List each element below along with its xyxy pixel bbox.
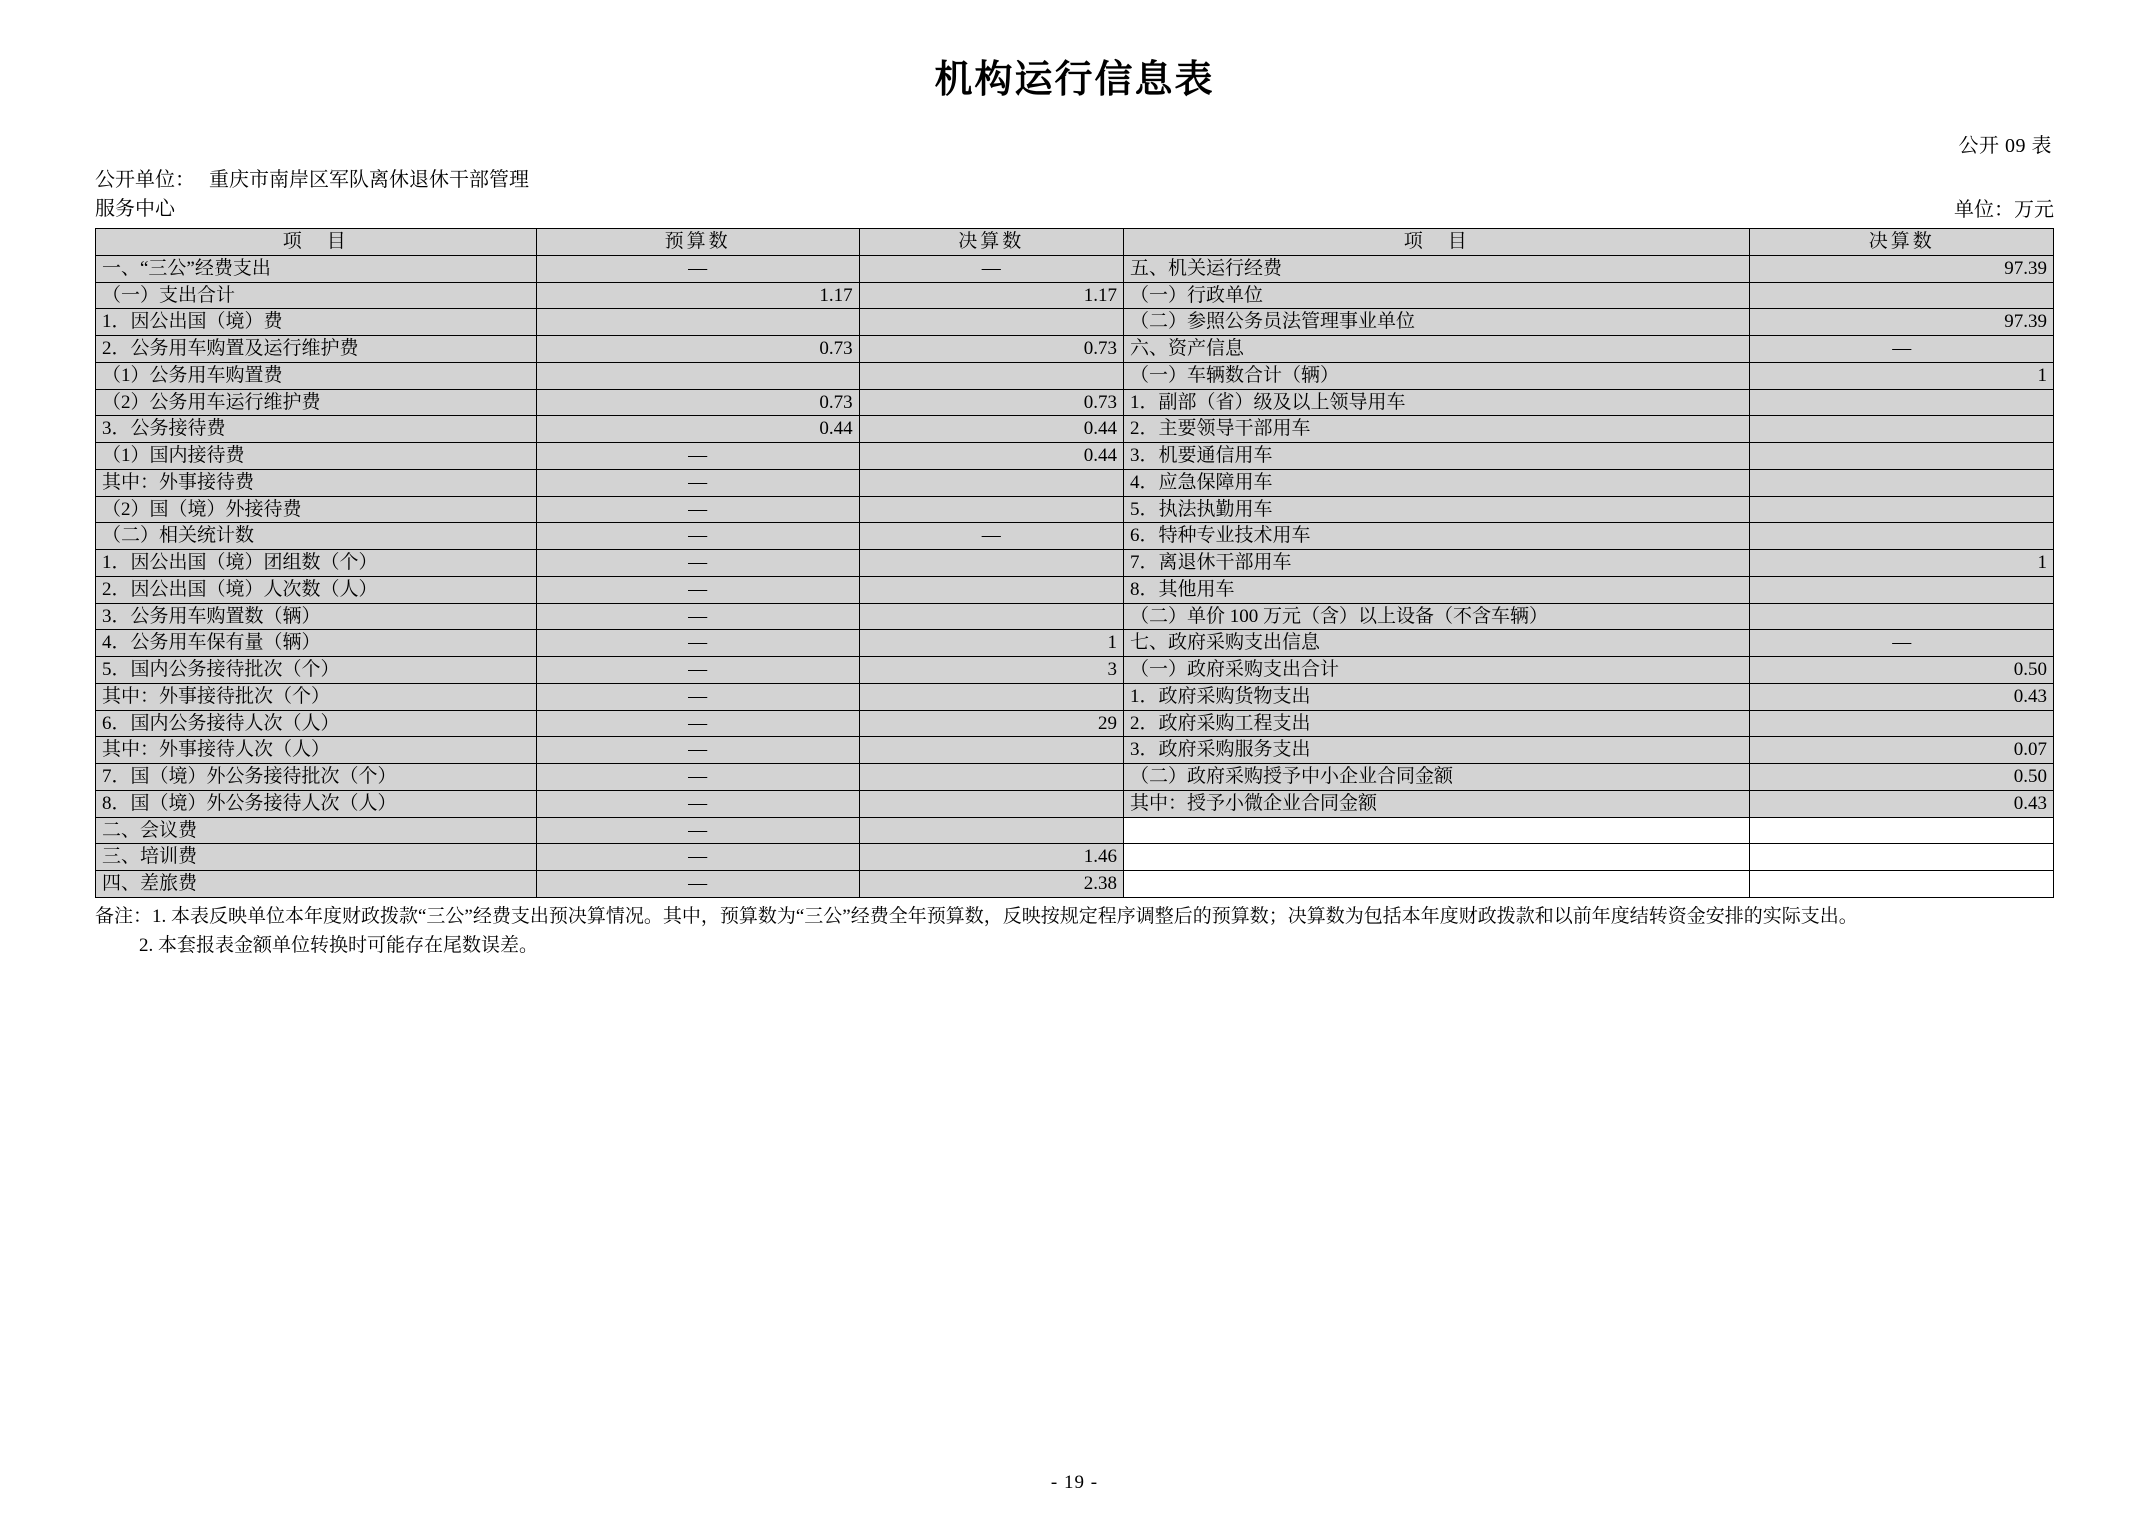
value-cell: 0.43 [1750,790,2054,817]
value-cell: 0.44 [859,416,1123,443]
value-cell [859,576,1123,603]
value-cell: 0.50 [1750,657,2054,684]
value-cell: — [536,817,859,844]
value-cell [859,790,1123,817]
value-cell: 0.73 [536,336,859,363]
value-cell: — [536,683,859,710]
page-title: 机构运行信息表 [934,59,1215,101]
left-item-label: 二、会议费 [96,817,537,844]
value-cell: — [536,764,859,791]
left-item-label: （一）支出合计 [96,282,537,309]
note-line-2: 2. 本套报表金额单位转换时可能存在尾数误差。 [139,935,539,957]
value-cell [859,737,1123,764]
col-header-final: 决算数 [859,229,1123,256]
value-cell: 97.39 [1750,255,2054,282]
blank-cell [1750,817,2054,844]
table-row [96,737,2054,764]
right-item-label: （二）政府采购授予中小企业合同金额 [1123,764,1750,791]
table-row [96,710,2054,737]
value-cell: — [536,255,859,282]
value-cell [1750,389,2054,416]
table-header-row [96,229,2054,256]
value-cell: — [536,496,859,523]
right-item-label: 五、机关运行经费 [1123,255,1750,282]
table-row [96,443,2054,470]
table-row [96,817,2054,844]
col-header-left-item: 项 目 [96,229,537,256]
value-cell: 29 [859,710,1123,737]
right-item-label: 3．机要通信用车 [1123,443,1750,470]
value-cell: 0.73 [859,336,1123,363]
right-item-label: 其中：授予小微企业合同金额 [1123,790,1750,817]
value-cell [859,764,1123,791]
left-item-label: 2．因公出国（境）人次数（人） [96,576,537,603]
left-item-label: （1）国内接待费 [96,443,537,470]
left-item-label: 8．国（境）外公务接待人次（人） [96,790,537,817]
table-row [96,523,2054,550]
table-row [96,282,2054,309]
left-item-label: 1．因公出国（境）费 [96,309,537,336]
discloser-block [95,166,529,224]
discloser-label: 公开单位： [95,169,195,191]
left-item-label: 3．公务用车购置数（辆） [96,603,537,630]
table-row [96,871,2054,898]
left-item-label: 4．公务用车保有量（辆） [96,630,537,657]
right-item-label: （一）行政单位 [1123,282,1750,309]
table-row [96,389,2054,416]
value-cell: 1 [859,630,1123,657]
table-row [96,657,2054,684]
col-header-budget: 预算数 [536,229,859,256]
meta-row [95,166,2054,224]
left-item-label: （1）公务用车购置费 [96,362,537,389]
value-cell: 1.17 [536,282,859,309]
col-header-right-final: 决算数 [1750,229,2054,256]
value-cell: 0.44 [859,443,1123,470]
value-cell [1750,443,2054,470]
discloser-line1 [95,166,529,195]
left-item-label: （2）公务用车运行维护费 [96,389,537,416]
note-line-1: 备注：1. 本表反映单位本年度财政拨款“三公”经费支出预决算情况。其中，预算数为“三公”经费全年预算数，反映按规定程序调整后的预算数；决算数为包括本年度财政拨款和以前年度结转资金安排的实际支出。 [95,905,1858,927]
discloser-line2: 服务中心 [95,198,175,220]
value-cell: — [859,523,1123,550]
left-item-label: 其中：外事接待人次（人） [96,737,537,764]
value-cell: 0.73 [536,389,859,416]
value-cell: — [536,576,859,603]
value-cell: 3 [859,657,1123,684]
value-cell: 1 [1750,362,2054,389]
table-row [96,309,2054,336]
value-cell: — [536,871,859,898]
left-item-label: 三、培训费 [96,844,537,871]
blank-cell [1123,844,1750,871]
left-item-label: （2）国（境）外接待费 [96,496,537,523]
value-cell: — [536,603,859,630]
value-cell [1750,469,2054,496]
value-cell: — [859,255,1123,282]
value-cell: 0.50 [1750,764,2054,791]
right-item-label: （二）单价 100 万元（含）以上设备（不含车辆） [1123,603,1750,630]
value-cell [859,309,1123,336]
col-header-right-item: 项 目 [1123,229,1750,256]
value-cell: 0.73 [859,389,1123,416]
value-cell: 1 [1750,550,2054,577]
value-cell [859,362,1123,389]
value-cell: 0.07 [1750,737,2054,764]
table-row [96,550,2054,577]
right-item-label: 6．特种专业技术用车 [1123,523,1750,550]
amount-unit-label: 单位：万元 [1954,199,2054,221]
value-cell [1750,710,2054,737]
value-cell: 97.39 [1750,309,2054,336]
table-row [96,683,2054,710]
table-row [96,576,2054,603]
left-item-label: 1．因公出国（境）团组数（个） [96,550,537,577]
table-row [96,603,2054,630]
right-item-label: 1．副部（省）级及以上领导用车 [1123,389,1750,416]
value-cell [536,309,859,336]
left-item-label: 其中：外事接待批次（个） [96,683,537,710]
table-row [96,496,2054,523]
value-cell [1750,416,2054,443]
value-cell: 0.43 [1750,683,2054,710]
right-item-label: 5．执法执勤用车 [1123,496,1750,523]
table-row [96,362,2054,389]
value-cell [1750,576,2054,603]
right-item-label: 8．其他用车 [1123,576,1750,603]
value-cell: — [536,790,859,817]
sheet-number: 公开 09 表 [1958,135,2052,157]
value-cell: 1.46 [859,844,1123,871]
value-cell: — [536,550,859,577]
value-cell: — [536,844,859,871]
left-item-label: 7．国（境）外公务接待批次（个） [96,764,537,791]
right-item-label: 七、政府采购支出信息 [1123,630,1750,657]
value-cell [859,603,1123,630]
right-item-label: 7．离退休干部用车 [1123,550,1750,577]
table-row [96,416,2054,443]
left-item-label: 6．国内公务接待人次（人） [96,710,537,737]
right-item-label: 3．政府采购服务支出 [1123,737,1750,764]
left-item-label: 3．公务接待费 [96,416,537,443]
right-item-label: （一）政府采购支出合计 [1123,657,1750,684]
blank-cell [1123,871,1750,898]
left-item-label: 一、“三公”经费支出 [96,255,537,282]
left-item-label: 2．公务用车购置及运行维护费 [96,336,537,363]
value-cell [536,362,859,389]
value-cell: — [536,737,859,764]
value-cell [859,496,1123,523]
right-item-label: （一）车辆数合计（辆） [1123,362,1750,389]
table-row [96,844,2054,871]
left-item-label: 其中：外事接待费 [96,469,537,496]
value-cell: — [536,443,859,470]
right-item-label: 1．政府采购货物支出 [1123,683,1750,710]
left-item-label: 四、差旅费 [96,871,537,898]
value-cell [859,469,1123,496]
institution-operation-table [95,228,2054,898]
value-cell: — [1750,630,2054,657]
blank-cell [1750,844,2054,871]
blank-cell [1123,817,1750,844]
value-cell: 0.44 [536,416,859,443]
value-cell [859,817,1123,844]
left-item-label: （二）相关统计数 [96,523,537,550]
right-item-label: （二）参照公务员法管理事业单位 [1123,309,1750,336]
value-cell: 2.38 [859,871,1123,898]
table-row [96,336,2054,363]
left-item-label: 5．国内公务接待批次（个） [96,657,537,684]
blank-cell [1750,871,2054,898]
right-item-label: 六、资产信息 [1123,336,1750,363]
value-cell [859,550,1123,577]
value-cell: 1.17 [859,282,1123,309]
table-row [96,630,2054,657]
value-cell [1750,496,2054,523]
value-cell: — [536,657,859,684]
table-row [96,790,2054,817]
table-row [96,764,2054,791]
value-cell [1750,282,2054,309]
value-cell: — [536,523,859,550]
value-cell [859,683,1123,710]
right-item-label: 4．应急保障用车 [1123,469,1750,496]
value-cell: — [1750,336,2054,363]
table-notes [95,902,2054,961]
table-row [96,469,2054,496]
value-cell: — [536,469,859,496]
value-cell: — [536,630,859,657]
table-body [96,255,2054,897]
discloser-name: 重庆市南岸区军队离休退休干部管理 [209,169,529,191]
value-cell [1750,603,2054,630]
value-cell: — [536,710,859,737]
right-item-label: 2．政府采购工程支出 [1123,710,1750,737]
page-number: - 19 - [1050,1472,1099,1493]
table-row [96,255,2054,282]
value-cell [1750,523,2054,550]
right-item-label: 2．主要领导干部用车 [1123,416,1750,443]
